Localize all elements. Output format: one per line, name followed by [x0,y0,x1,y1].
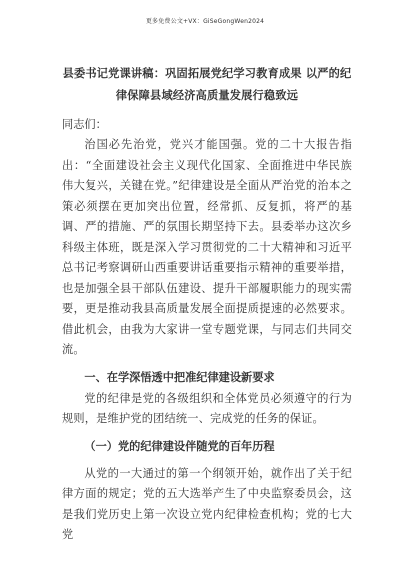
salutation: 同志们： [62,118,107,131]
subsection-1-paragraph: 从党的一大通过的第一个纲领开始，就作出了关于纪律方面的规定；党的五大选举产生了中央监察委员会，这是我们党历史上第一次设立党内纪律检查机构；党的七大党 [62,466,352,541]
section-heading-1: 一、在学深悟透中把准纪律建设新要求 [84,370,275,384]
document-body [62,63,352,546]
document-title: 县委书记党课讲稿：巩固拓展党纪学习教育成果 以严的纪律保障县域经济高质量发展行稳致远 [62,67,352,102]
intro-paragraph: 治国必先治党，党兴才能国强。党的二十大报告指出：“全面建设社会主义现代化国家、全面推进中华民族伟大复兴，关键在党。”纪律建设是全面从严治党的治本之策必须摆在更加突出位置，经常抓、反复抓，将严的基调、严的措施、严的氛围长期坚持下去。县委举办这次乡科级主体班，既是深入学习贯彻党的二十大精神和习近平总书记考察调研山西重要讲话重要指示精神的重要举措，也是加强全县干部队伍建设、提升干部履职能力的现实需要，更是推动我县高质量发展全面提质提速的必然要求。借此机会，由我为大家讲一堂专题党课，与同志们共同交流。 [62,138,352,356]
subsection-heading-1: （一）党的纪律建设伴随党的百年历程 [84,439,275,453]
section-1-paragraph: 党的纪律是党的各级组织和全体党员必须遵守的行为规则，是维护党的团结统一、完成党的任务的保证。 [62,391,352,425]
header-note: 更多免费公文+VX：GiSeGongWen2024 [145,18,265,25]
